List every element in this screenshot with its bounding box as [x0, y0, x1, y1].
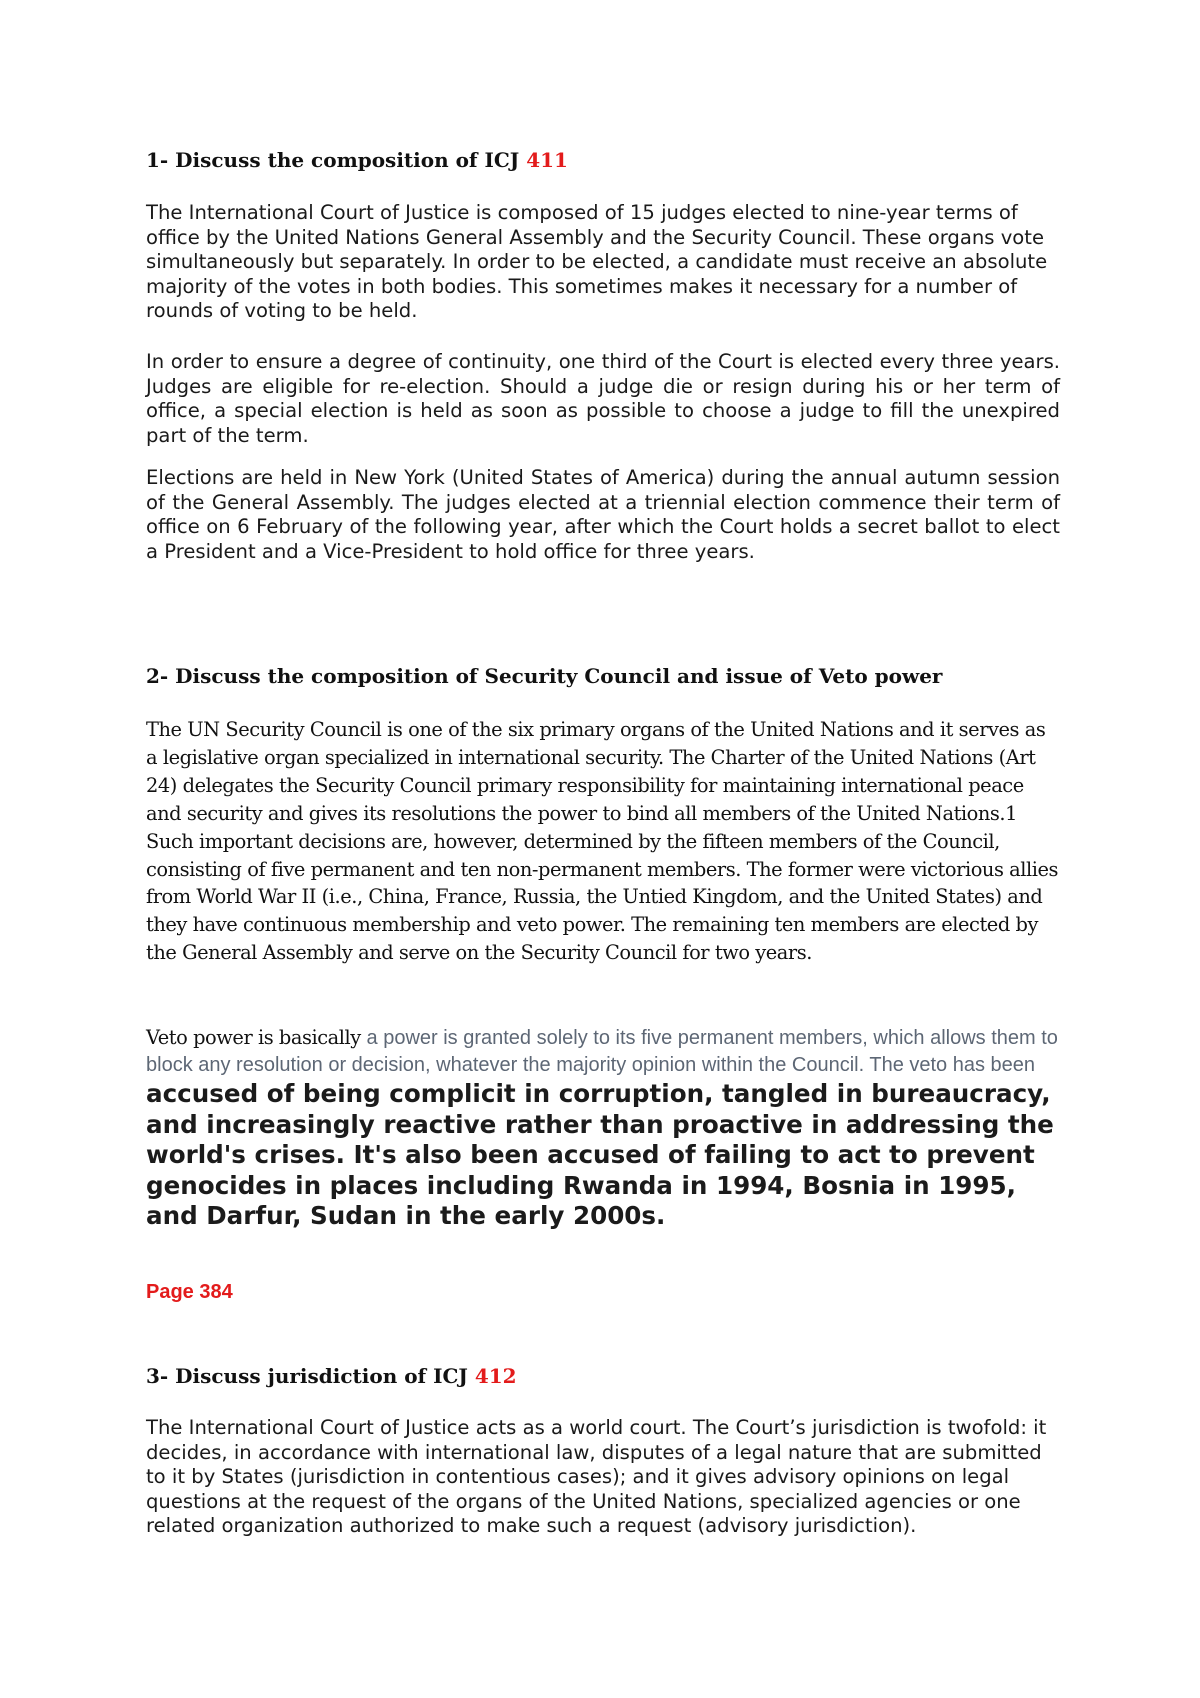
veto-bold-text: accused of being complicit in corruption, tangled in bureaucracy, and increasingly reactive rather than proactive in addressing the world's crises. It's also been accused of failing to act to prevent genocides in places including Rwanda in 1994, Bosnia in 1995, and Darfur, Sudan in the early 2000s. [146, 1079, 1054, 1231]
page-label: Page 384 [146, 1281, 233, 1303]
section1-paragraph-2: In order to ensure a degree of continuity, one third of the Court is elected every three years. Judges are eligible for re-election. Should a judge die or resign during his or her term of office, a special election is held as soon as possible to choose a judge to fill the unexpired part of the term. [146, 350, 1060, 447]
section3-paragraph-1: The International Court of Justice acts as a world court. The Court’s jurisdiction is twofold: it decides, in accordance with international law, disputes of a legal nature that are submitted to it by States (jurisdiction in contentious cases); and it gives advisory opinions on legal questions at the request of the organs of the United Nations, specialized agencies or one related organization authorized to make such a request (advisory jurisdiction). [146, 1416, 1047, 1538]
section1-page-ref: 411 [526, 148, 568, 172]
section1-paragraph-3: Elections are held in New York (United States of America) during the annual autumn session of the General Assembly. The judges elected at a triennial election commence their term of office on 6 February of the following year, after which the Court holds a secret ballot to elect a President and a Vice-President to hold office for three years. [146, 466, 1060, 563]
veto-paragraph [146, 1025, 1066, 1232]
section3-heading-text: 3- Discuss jurisdiction of ICJ [146, 1364, 468, 1388]
section1-paragraph-1: The International Court of Justice is composed of 15 judges elected to nine-year terms of office by the United Nations General Assembly and the Security Council. These organs vote simultaneously but separately. In order to be elected, a candidate must receive an absolute majority of the votes in both bodies. This sometimes makes it necessary for a number of rounds of voting to be held. [146, 201, 1048, 323]
section3-heading [146, 1364, 517, 1388]
section3-page-ref: 412 [474, 1364, 517, 1388]
section1-heading [146, 148, 568, 172]
section2-paragraph-1: The UN Security Council is one of the six primary organs of the United Nations and it serves as a legislative organ specialized in international security. The Charter of the United Nations (Art 24) delegates the Security Council primary responsibility for maintaining international peace and security and gives its resolutions the power to bind all members of the United Nations.1 Such important decisions are, however, determined by the fifteen members of the Council, consisting of five permanent and ten non-permanent members. The former were victorious allies from World War II (i.e., China, France, Russia, the Untied Kingdom, and the United States) and they have continuous membership and veto power. The remaining ten members are elected by the General Assembly and serve on the Security Council for two years. [146, 718, 1059, 965]
section2-heading: 2- Discuss the composition of Security Council and issue of Veto power [146, 664, 943, 688]
veto-lead-text: Veto power is basically [146, 1026, 367, 1049]
veto-grey-text: a power is granted solely to its five permanent members, which allows them to block any resolution or decision, whatever the majority opinion within the Council. The veto has been [146, 1027, 1058, 1076]
section1-heading-text: 1- Discuss the composition of ICJ [146, 148, 520, 172]
